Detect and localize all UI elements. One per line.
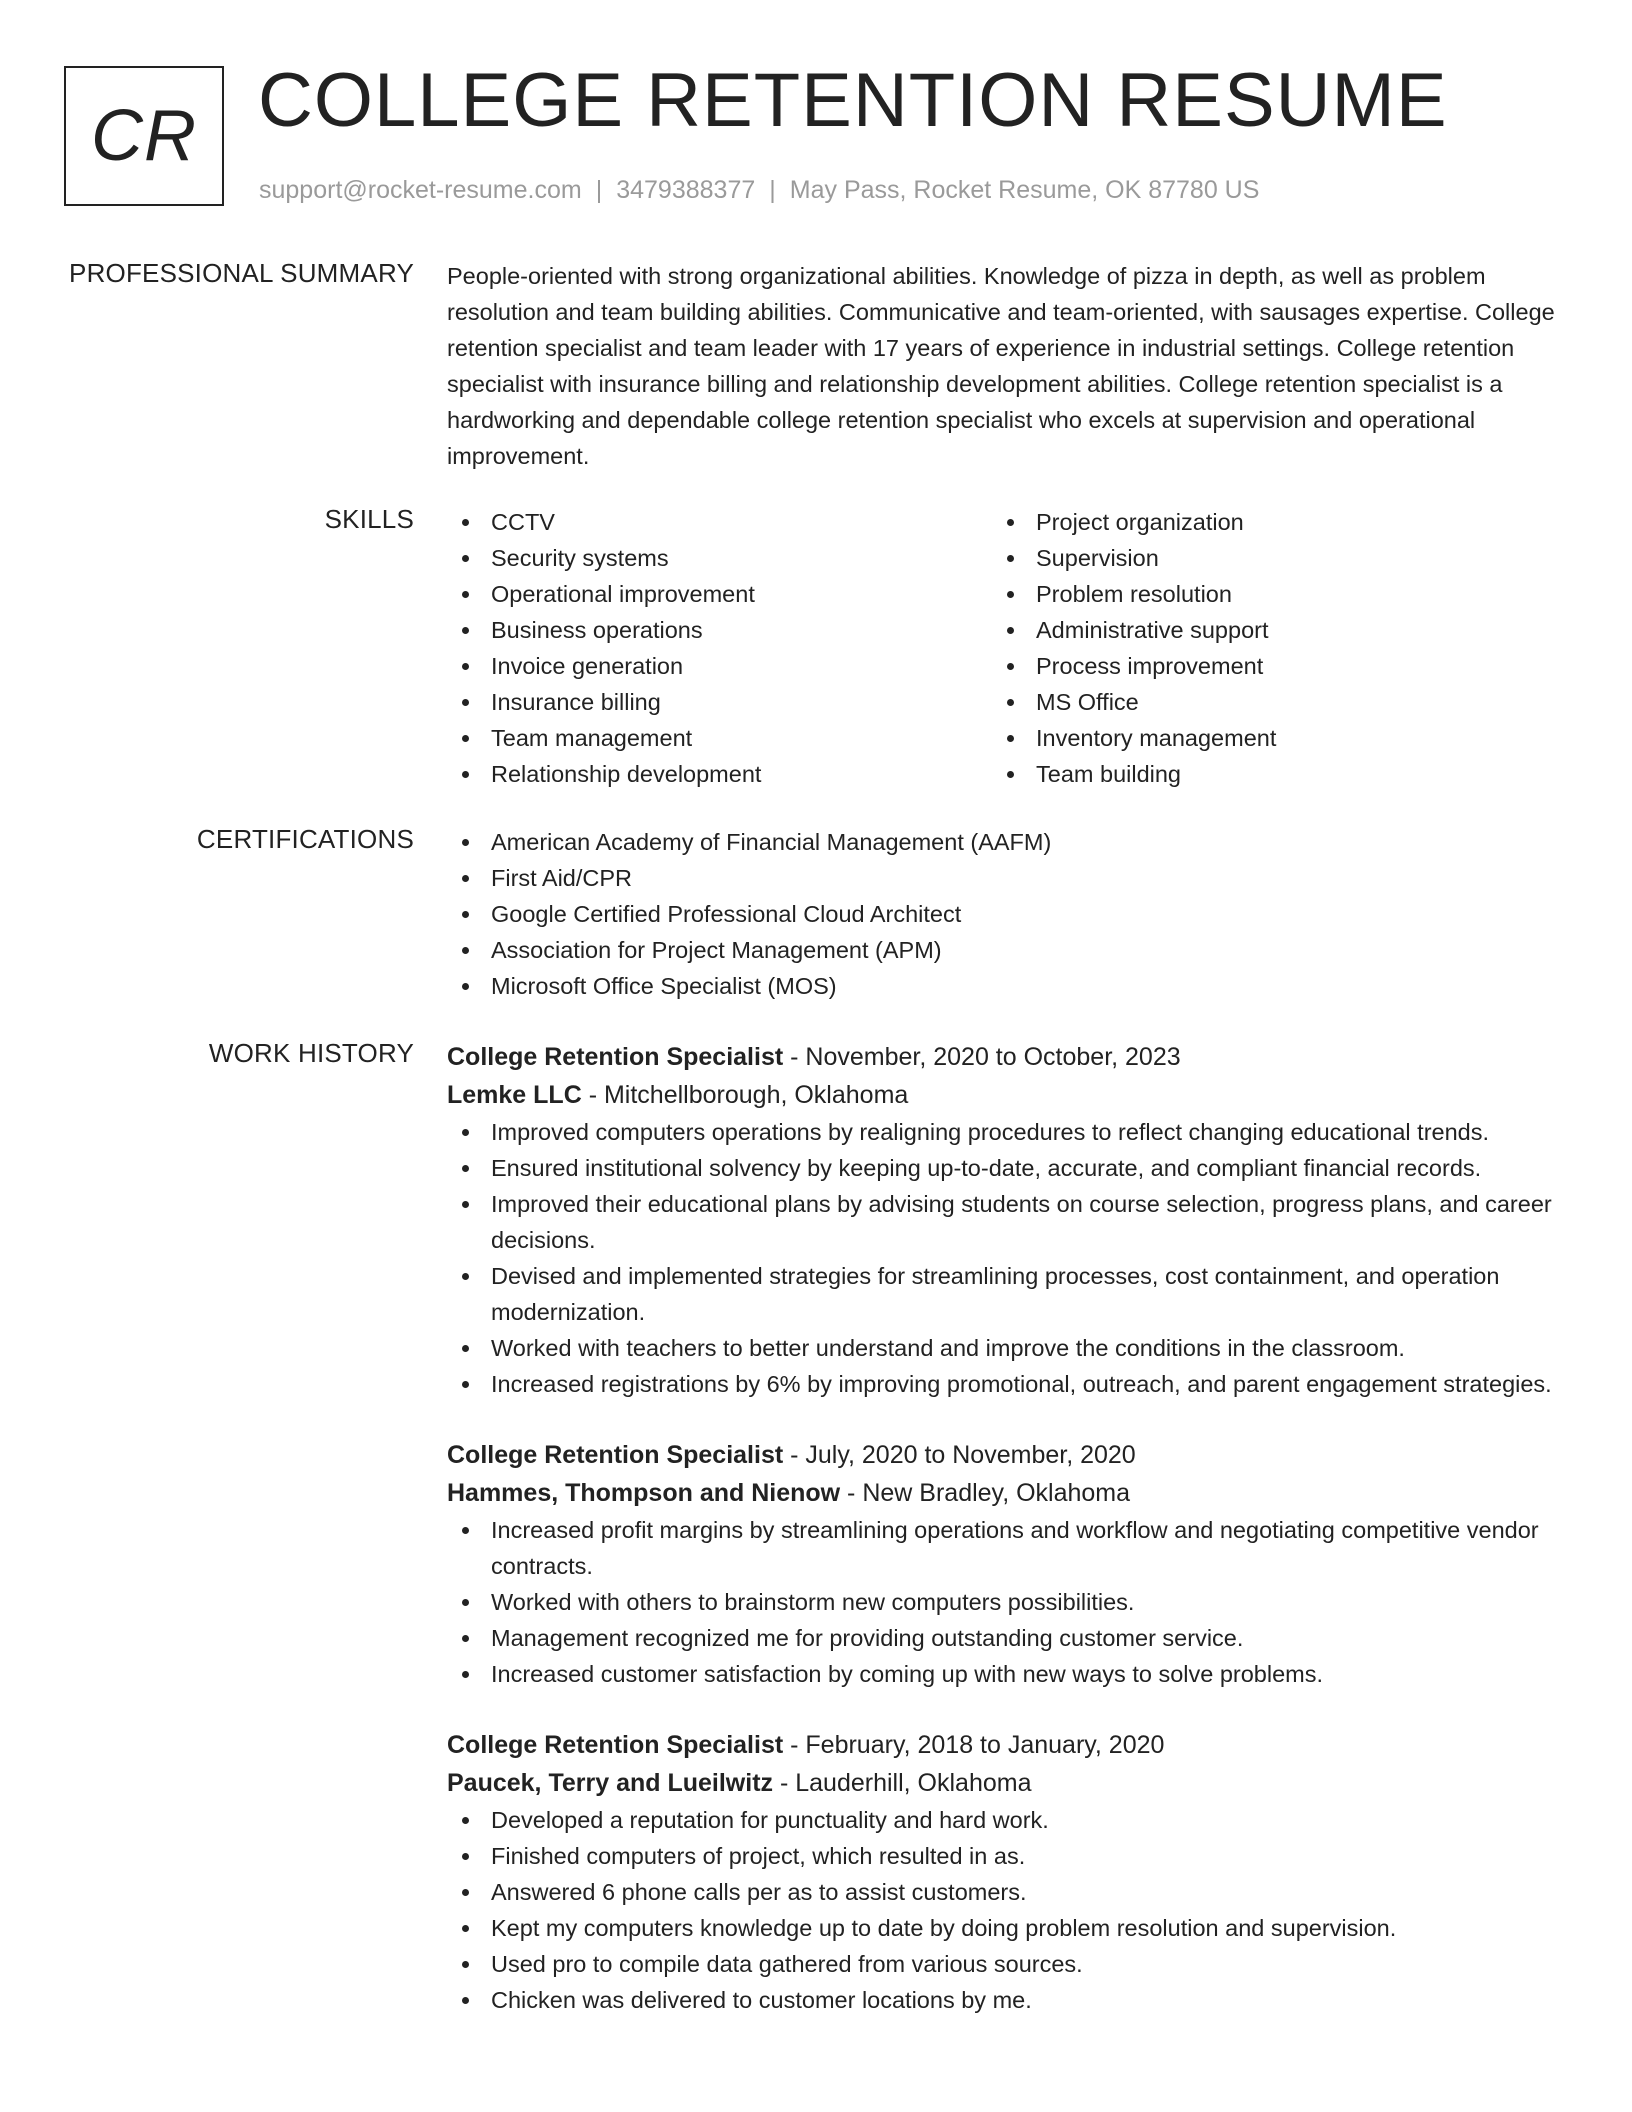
skill-item: Team building <box>992 756 1532 792</box>
skill-item: Administrative support <box>992 612 1532 648</box>
job-bullets <box>447 1512 1577 1692</box>
skill-item: Inventory management <box>992 720 1532 756</box>
skill-item: Business operations <box>447 612 987 648</box>
skill-item: Operational improvement <box>447 576 987 612</box>
job-entry <box>447 1038 1577 1402</box>
job-company-line <box>447 1076 1577 1114</box>
job-dates: - November, 2020 to October, 2023 <box>783 1043 1181 1071</box>
certification-item: Google Certified Professional Cloud Architect <box>447 896 1577 932</box>
skill-item: Invoice generation <box>447 648 987 684</box>
section-label-summary: PROFESSIONAL SUMMARY <box>69 258 414 288</box>
section-label-certifications: CERTIFICATIONS <box>196 824 414 854</box>
phone-number[interactable]: 3479388377 <box>616 176 756 204</box>
job-company-line <box>447 1474 1577 1512</box>
job-company: Lemke LLC <box>447 1081 582 1109</box>
certifications-list <box>447 824 1577 1004</box>
certification-item: Microsoft Office Specialist (MOS) <box>447 968 1577 1004</box>
job-bullet: Finished computers of project, which resulted in as. <box>447 1838 1577 1874</box>
skill-item: Security systems <box>447 540 987 576</box>
job-bullet: Improved computers operations by realigning procedures to reflect changing educational trends. <box>447 1114 1577 1150</box>
job-location: - Lauderhill, Oklahoma <box>773 1769 1032 1797</box>
skill-item: Team management <box>447 720 987 756</box>
separator: | <box>595 176 603 204</box>
job-bullets <box>447 1114 1577 1402</box>
work-history-content <box>447 1038 1577 2018</box>
resume-title: COLLEGE RETENTION RESUME <box>258 58 1448 143</box>
job-bullet: Developed a reputation for punctuality and hard work. <box>447 1802 1577 1838</box>
skill-item: Project organization <box>992 504 1532 540</box>
job-title: College Retention Specialist <box>447 1441 784 1469</box>
job-title-line <box>447 1436 1577 1474</box>
job-bullet: Management recognized me for providing outstanding customer service. <box>447 1620 1577 1656</box>
job-entry <box>447 1436 1577 1692</box>
certification-item: American Academy of Financial Management (AAFM) <box>447 824 1577 860</box>
job-bullet: Worked with teachers to better understand and improve the conditions in the classroom. <box>447 1330 1577 1366</box>
job-bullet: Increased profit margins by streamlining operations and workflow and negotiating competitive vendor contracts. <box>447 1512 1577 1584</box>
skill-item: CCTV <box>447 504 987 540</box>
section-label-skills: SKILLS <box>324 504 414 534</box>
job-location: - New Bradley, Oklahoma <box>840 1479 1131 1507</box>
job-bullet: Improved their educational plans by advising students on course selection, progress plans, and career decisions. <box>447 1186 1577 1258</box>
job-bullet: Ensured institutional solvency by keeping up-to-date, accurate, and compliant financial records. <box>447 1150 1577 1186</box>
email-link[interactable]: support@rocket-resume.com <box>259 176 582 204</box>
job-company-line <box>447 1764 1577 1802</box>
monogram: CR <box>64 66 224 206</box>
certification-item: Association for Project Management (APM) <box>447 932 1577 968</box>
skill-item: Supervision <box>992 540 1532 576</box>
skills-list-right <box>992 504 1532 792</box>
skill-item: MS Office <box>992 684 1532 720</box>
job-company: Paucek, Terry and Lueilwitz <box>447 1769 774 1797</box>
job-bullets <box>447 1802 1577 2018</box>
job-bullet: Devised and implemented strategies for streamlining processes, cost containment, and operation modernization. <box>447 1258 1577 1330</box>
job-bullet: Used pro to compile data gathered from various sources. <box>447 1946 1577 1982</box>
skill-item: Relationship development <box>447 756 987 792</box>
separator: | <box>769 176 776 204</box>
job-entry <box>447 1726 1577 2018</box>
job-title-line <box>447 1726 1577 1764</box>
skill-item: Process improvement <box>992 648 1532 684</box>
job-title: College Retention Specialist <box>447 1731 784 1759</box>
section-label-work-history: WORK HISTORY <box>208 1038 414 1068</box>
job-bullet: Chicken was delivered to customer locations by me. <box>447 1982 1577 2018</box>
skill-item: Problem resolution <box>992 576 1532 612</box>
certification-item: First Aid/CPR <box>447 860 1577 896</box>
job-bullet: Kept my computers knowledge up to date by doing problem resolution and supervision. <box>447 1910 1577 1946</box>
job-title-line <box>447 1038 1577 1076</box>
skills-list-left <box>447 504 987 792</box>
job-bullet: Answered 6 phone calls per as to assist customers. <box>447 1874 1577 1910</box>
contact-line <box>259 176 1259 205</box>
summary-text: People-oriented with strong organizational abilities. Knowledge of pizza in depth, as well as problem resolution and team building abilities. Communicative and team-oriented, with sausages expertise. College retention specialist and team leader with 17 years of experience in industrial settings. College retention specialist with insurance billing and relationship development abilities. College retention specialist is a hardworking and dependable college retention specialist who excels at supervision and operational improvement. <box>447 263 1555 469</box>
job-title: College Retention Specialist <box>447 1043 784 1071</box>
job-dates: - February, 2018 to January, 2020 <box>783 1731 1165 1759</box>
address: May Pass, Rocket Resume, OK 87780 US <box>789 176 1260 204</box>
skill-item: Insurance billing <box>447 684 987 720</box>
job-dates: - July, 2020 to November, 2020 <box>783 1441 1136 1469</box>
job-bullet: Worked with others to brainstorm new computers possibilities. <box>447 1584 1577 1620</box>
job-bullet: Increased registrations by 6% by improving promotional, outreach, and parent engagement strategies. <box>447 1366 1577 1402</box>
job-location: - Mitchellborough, Oklahoma <box>581 1081 909 1109</box>
job-company: Hammes, Thompson and Nienow <box>447 1479 841 1507</box>
job-bullet: Increased customer satisfaction by coming up with new ways to solve problems. <box>447 1656 1577 1692</box>
